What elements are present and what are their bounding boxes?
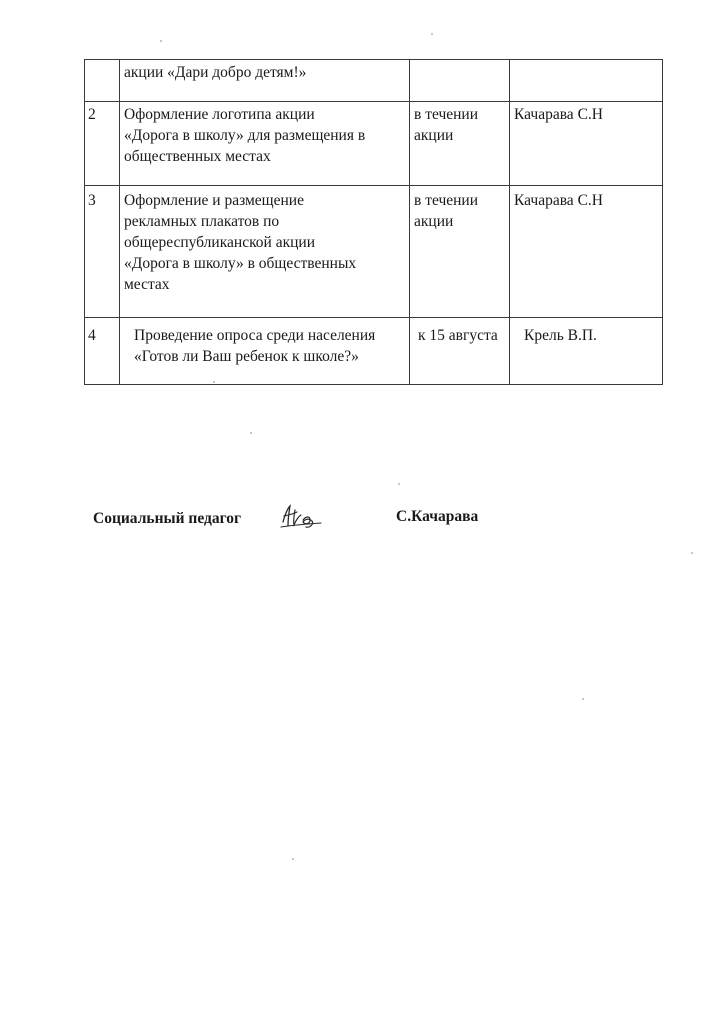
row-number-cell: 2 [85,102,120,186]
events-table [84,59,663,385]
scan-speck [431,33,433,35]
row-number-cell [85,60,120,102]
row-number-cell: 4 [85,318,120,385]
date-cell: в течении акции [410,186,510,318]
table-row [85,186,663,318]
row-number-cell: 3 [85,186,120,318]
table-row [85,318,663,385]
scan-speck [250,432,252,434]
signer-role: Социальный педагог [93,510,242,527]
event-cell: Оформление и размещение рекламных плакатов по общереспубликанской акции «Дорога в школу» в общественных местах [120,186,410,318]
event-cell: акции «Дари добро детям!» [120,60,410,102]
handwritten-signature-icon [279,500,323,534]
table-row [85,60,663,102]
responsible-cell: Качарава С.Н [510,102,663,186]
responsible-cell: Крель В.П. [510,318,663,385]
scan-speck [292,858,294,860]
scan-speck [398,483,400,485]
signer-name: С.Качарава [396,508,479,525]
signature-block [93,508,613,538]
responsible-cell [510,60,663,102]
scan-speck [160,40,162,42]
event-cell: Оформление логотипа акции «Дорога в школу» для размещения в общественных местах [120,102,410,186]
date-cell [410,60,510,102]
responsible-cell: Качарава С.Н [510,186,663,318]
scan-speck [582,698,584,700]
event-cell: Проведение опроса среди населения «Готов ли Ваш ребенок к школе?» [120,318,410,385]
date-cell: в течении акции [410,102,510,186]
table-row [85,102,663,186]
scan-speck [691,552,693,554]
date-cell: к 15 августа [410,318,510,385]
